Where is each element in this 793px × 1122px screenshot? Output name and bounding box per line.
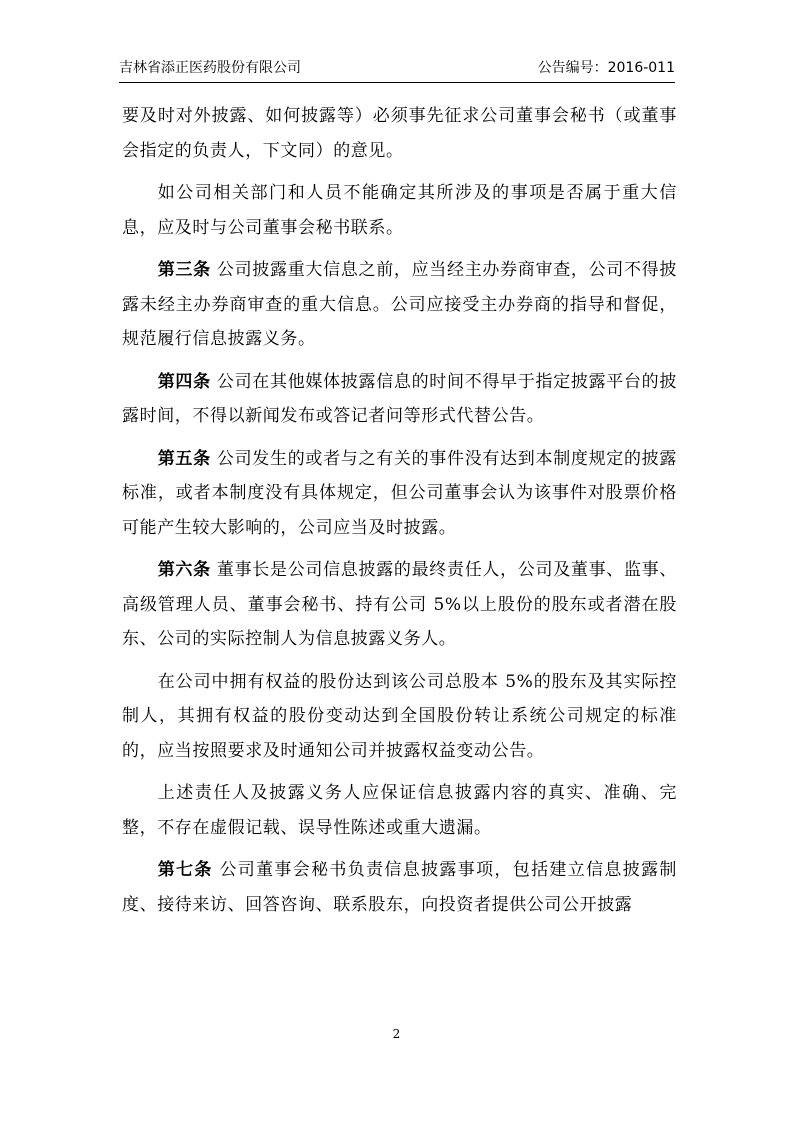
article-heading: 第四条 <box>157 371 211 392</box>
paragraph-text: 董事长是公司信息披露的最终责任人，公司及董事、监事、高级管理人员、董事会秘书、持有公司 5%以上股份的股东或者潜在股东、公司的实际控制人为信息披露义务人。 <box>122 560 677 649</box>
page-number: 2 <box>392 1027 401 1041</box>
header-divider <box>119 82 675 83</box>
article-heading: 第三条 <box>157 260 211 280</box>
paragraph-text: 公司在其他媒体披露信息的时间不得早于指定披露平台的披露时间，不得以新闻发布或答记者问等形式代替公告。 <box>122 371 677 426</box>
company-name: 吉林省添正医药股份有限公司 <box>119 60 301 76</box>
paragraph <box>122 776 677 845</box>
article-heading: 第七条 <box>157 860 213 880</box>
paragraph-article-3 <box>122 253 677 357</box>
paragraph-text: 公司披露重大信息之前，应当经主办券商审查，公司不得披露未经主办券商审查的重大信息。公司应接受主办券商的指导和督促，规范履行信息披露义务。 <box>122 260 677 349</box>
paragraph-text: 公司发生的或者与之有关的事件没有达到本制度规定的披露标准，或者本制度没有具体规定，但公司董事会认为该事件对股票价格可能产生较大影响的，公司应当及时披露。 <box>122 448 677 538</box>
paragraph-text: 要及时对外披露、如何披露等）必须事先征求公司董事会秘书（或董事会指定的负责人，下文同）的意见。 <box>122 106 677 161</box>
announcement-number: 公告编号：2016-011 <box>537 60 675 76</box>
paragraph-article-4 <box>122 365 677 434</box>
paragraph-article-5 <box>122 442 677 546</box>
article-heading: 第五条 <box>157 448 211 469</box>
paragraph-article-6 <box>122 553 677 657</box>
paragraph-text: 如公司相关部门和人员不能确定其所涉及的事项是否属于重大信息，应及时与公司董事会秘书联系。 <box>122 183 677 238</box>
document-body <box>122 99 677 930</box>
paragraph-text: 在公司中拥有权益的股份达到该公司总股本 5%的股东及其实际控制人，其拥有权益的股份变动达到全国股份转让系统公司规定的标准的，应当按照要求及时通知公司并披露权益变动公告。 <box>122 671 677 761</box>
page-header <box>119 56 675 80</box>
paragraph-article-7 <box>122 853 677 922</box>
paragraph-text: 公司董事会秘书负责信息披露事项，包括建立信息披露制度、接待来访、回答咨询、联系股东，向投资者提供公司公开披露 <box>122 860 677 915</box>
paragraph-text: 上述责任人及披露义务人应保证信息披露内容的真实、准确、完整，不存在虚假记载、误导性陈述或重大遗漏。 <box>122 783 677 838</box>
article-heading: 第六条 <box>157 560 211 580</box>
paragraph <box>122 665 677 769</box>
paragraph <box>122 176 677 245</box>
paragraph <box>122 99 677 168</box>
